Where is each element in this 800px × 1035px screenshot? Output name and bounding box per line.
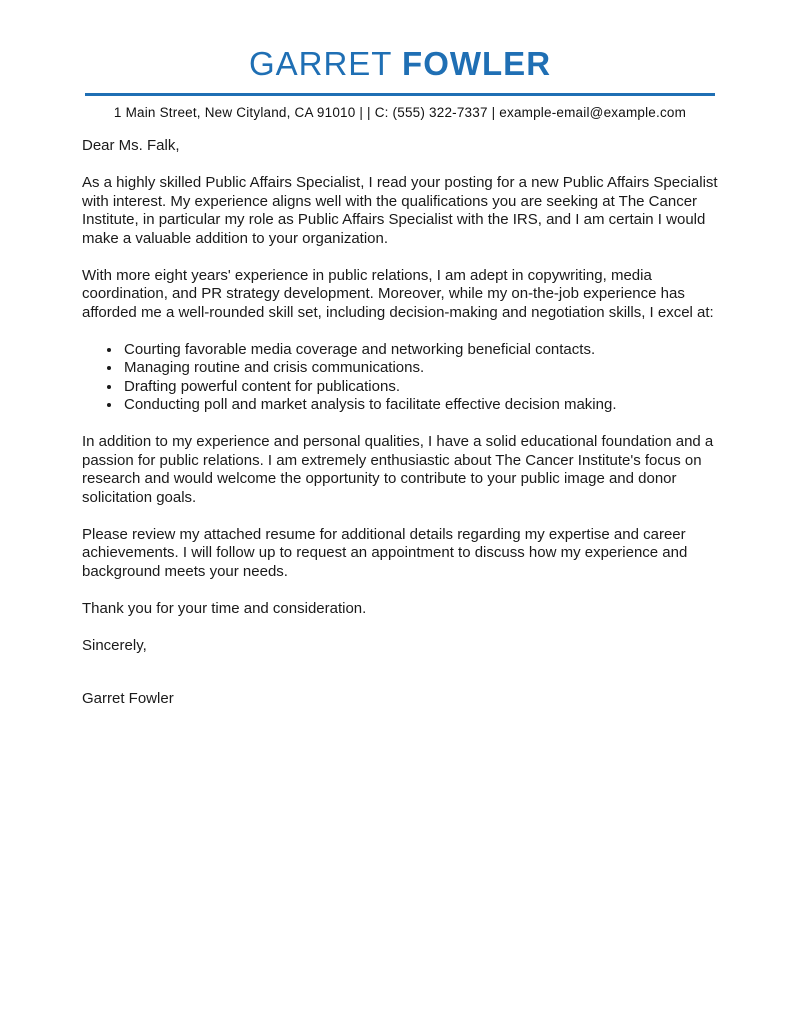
letter-body — [82, 137, 718, 709]
paragraph-followup: Please review my attached resume for additional details regarding my expertise and career achievements. I will follow up to request an appointment to discuss how my experience and background meets your needs. — [82, 525, 688, 580]
candidate-first-name: GARRET — [248, 45, 392, 82]
signature-name: Garret Fowler — [82, 690, 174, 708]
salutation: Dear Ms. Falk, — [82, 137, 180, 155]
paragraph-experience: With more eight years' experience in public relations, I am adept in copywriting, media coordination, and PR strategy development. Moreover, while my on-the-job experience has afforded me a well-rounded skill set, including decision-making and negotiation skills, I excel at: — [82, 266, 714, 321]
candidate-name — [0, 46, 800, 82]
paragraph-intro: As a highly skilled Public Affairs Specialist, I read your posting for a new Public Affairs Specialist with interest. My experience aligns well with the qualifications you are seeking at The Cancer Institute, in particular my role as Public Affairs Specialist with the IRS, and I am certain I would make a valuable addition to your organization. — [82, 174, 718, 247]
skills-list — [82, 341, 718, 415]
candidate-last-name: FOWLER — [402, 45, 552, 82]
skills-list-item: • Courting favorable media coverage and networking beneficial contacts. — [122, 341, 718, 360]
skills-list-item: • Managing routine and crisis communications. — [122, 359, 718, 378]
thanks-line: Thank you for your time and consideration. — [82, 599, 367, 617]
letter-header — [0, 0, 800, 120]
skills-list-item: • Conducting poll and market analysis to facilitate effective decision making. — [122, 396, 718, 415]
contact-line: 1 Main Street, New Cityland, CA 91010 | | C: (555) 322-7337 | example-email@example.com — [113, 105, 687, 121]
signoff: Sincerely, — [82, 636, 147, 654]
skills-list-item: • Drafting powerful content for publications. — [122, 378, 718, 397]
paragraph-education: In addition to my experience and personal qualities, I have a solid educational foundation and a passion for public relations. I am extremely enthusiastic about The Cancer Institute's focus on research and would welcome the opportunity to contribute to your public image and donor solicitation goals. — [82, 433, 714, 506]
header-divider — [85, 93, 715, 96]
